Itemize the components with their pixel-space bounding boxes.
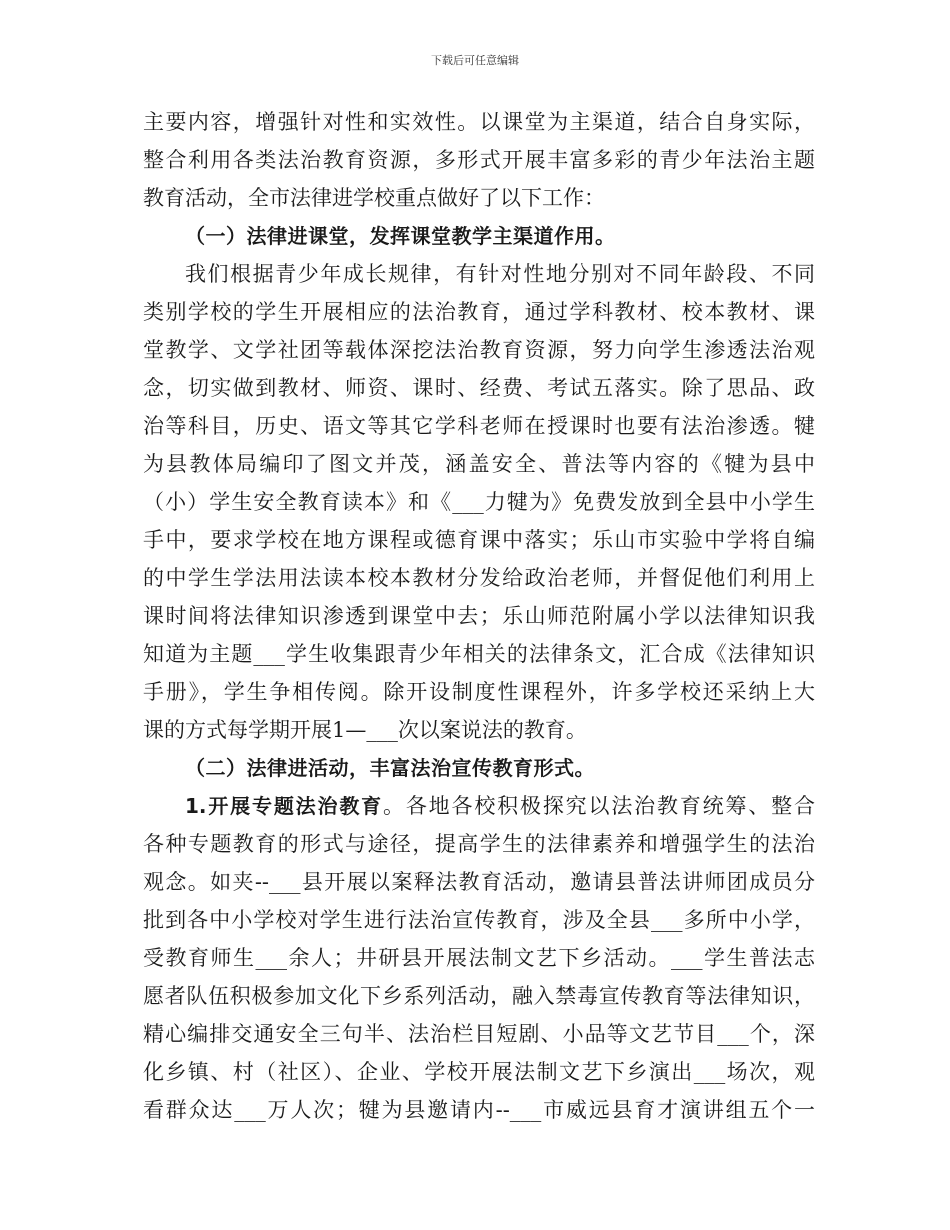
subsection-lead: 1.开展专题法治教育 bbox=[185, 794, 384, 818]
paragraph-line: 课时间将法律知识渗透到课堂中去；乐山师范附属小学以法律知识我 bbox=[143, 604, 815, 628]
section-heading: （二）法律进活动，丰富法治宣传教育形式。 bbox=[185, 756, 595, 780]
paragraph-line: 教育活动，全市法律进学校重点做好了以下工作： bbox=[143, 186, 605, 210]
paragraph-line: 看群众达___万人次；犍为县邀请内--___市威远县育才演讲组五个一 bbox=[143, 1098, 815, 1122]
line-text: 。各地各校积极探究以法治教育统筹、整合 bbox=[383, 794, 815, 818]
paragraph-line: 治等科目，历史、语文等其它学科老师在授课时也要有法治渗透。犍 bbox=[143, 414, 815, 438]
paragraph-line: 的中学生学法用法读本校本教材分发给政治老师，并督促他们利用上 bbox=[143, 566, 815, 590]
paragraph-line: 课的方式每学期开展1—___次以案说法的教育。 bbox=[143, 718, 587, 742]
section-heading: （一）法律进课堂，发挥课堂教学主渠道作用。 bbox=[185, 224, 616, 248]
paragraph-line: 精心编排交通安全三句半、法治栏目短剧、小品等文艺节目___个，深 bbox=[143, 1022, 815, 1046]
paragraph-line: 主要内容，增强针对性和实效性。以课堂为主渠道，结合自身实际， bbox=[143, 110, 815, 134]
paragraph-line: 知道为主题___学生收集跟青少年相关的法律条文，汇合成《法律知识 bbox=[143, 642, 815, 666]
paragraph-line: 手册》，学生争相传阅。除开设制度性课程外，许多学校还采纳上大 bbox=[143, 680, 815, 704]
paragraph-line: 受教育师生___余人；井研县开展法制文艺下乡活动。___学生普法志 bbox=[143, 946, 815, 970]
paragraph-line: 我们根据青少年成长规律，有针对性地分别对不同年龄段、不同 bbox=[185, 262, 815, 286]
paragraph-line: 堂教学、文学社团等载体深挖法治教育资源，努力向学生渗透法治观 bbox=[143, 338, 815, 362]
paragraph-line: 批到各中小学校对学生进行法治宣传教育，涉及全县___多所中小学， bbox=[143, 908, 815, 932]
paragraph-line: （小）学生安全教育读本》和《___力犍为》免费发放到全县中小学生 bbox=[143, 490, 815, 514]
paragraph-line: 整合利用各类法治教育资源，多形式开展丰富多彩的青少年法治主题 bbox=[143, 148, 815, 172]
paragraph-line: 各种专题教育的形式与途径，提高学生的法律素养和增强学生的法治 bbox=[143, 832, 815, 856]
paragraph-line: 类别学校的学生开展相应的法治教育，通过学科教材、校本教材、课 bbox=[143, 300, 815, 324]
paragraph-line: 手中，要求学校在地方课程或德育课中落实；乐山市实验中学将自编 bbox=[143, 528, 815, 552]
paragraph-line: 化乡镇、村（社区）、企业、学校开展法制文艺下乡演出___场次，观 bbox=[143, 1060, 815, 1084]
paragraph-line: 观念。如夹--___县开展以案释法教育活动，邀请县普法讲师团成员分 bbox=[143, 870, 815, 894]
paragraph-line: 为县教体局编印了图文并茂，涵盖安全、普法等内容的《犍为县中 bbox=[143, 452, 815, 476]
paragraph-line bbox=[143, 787, 815, 825]
page-header: 下载后可任意编辑 bbox=[431, 54, 519, 67]
paragraph-line: 念，切实做到教材、师资、课时、经费、考试五落实。除了思品、政 bbox=[143, 376, 815, 400]
document-body bbox=[143, 103, 815, 1129]
paragraph-line: 愿者队伍积极参加文化下乡系列活动，融入禁毒宣传教育等法律知识， bbox=[143, 984, 815, 1008]
